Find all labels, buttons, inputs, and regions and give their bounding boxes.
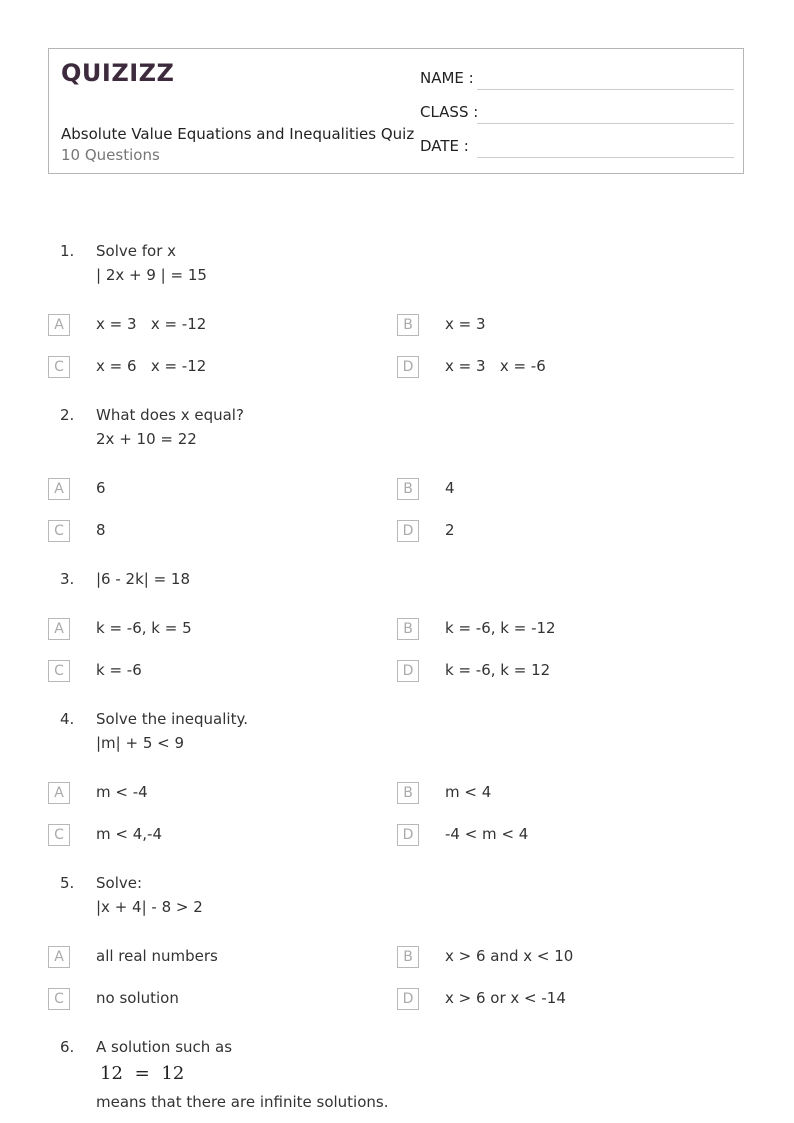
name-line (477, 89, 734, 90)
option-letter-a[interactable]: A (48, 314, 70, 336)
option-letter-b[interactable]: B (397, 314, 419, 336)
option-letter-d[interactable]: D (397, 520, 419, 542)
option-text-d[interactable]: 2 (445, 521, 455, 539)
option-letter-b[interactable]: B (397, 618, 419, 640)
option-text-b[interactable]: k = -6, k = -12 (445, 619, 556, 637)
option-letter-c[interactable]: C (48, 520, 70, 542)
question-number: 5. (60, 874, 75, 892)
option-letter-c[interactable]: C (48, 660, 70, 682)
option-letter-a[interactable]: A (48, 618, 70, 640)
question-text: Solve the inequality. (96, 710, 248, 728)
option-letter-a[interactable]: A (48, 478, 70, 500)
option-text-a[interactable]: 6 (96, 479, 106, 497)
class-line (477, 123, 734, 124)
option-text-a[interactable]: k = -6, k = 5 (96, 619, 192, 637)
option-text-c[interactable]: x = 6 x = -12 (96, 357, 207, 375)
question-number: 2. (60, 406, 75, 424)
option-letter-b[interactable]: B (397, 782, 419, 804)
option-text-a[interactable]: all real numbers (96, 947, 218, 965)
worksheet-header (48, 48, 744, 174)
quiz-title: Absolute Value Equations and Inequalities Quiz (61, 125, 415, 143)
math-equation: 12 = 12 (100, 1063, 185, 1084)
class-field[interactable] (420, 101, 734, 135)
option-text-c[interactable]: 8 (96, 521, 106, 539)
option-text-d[interactable]: x = 3 x = -6 (445, 357, 546, 375)
option-letter-d[interactable]: D (397, 356, 419, 378)
question-number: 3. (60, 570, 75, 588)
question-equation: 2x + 10 = 22 (96, 430, 197, 448)
option-text-d[interactable]: x > 6 or x < -14 (445, 989, 566, 1007)
question-equation: |6 - 2k| = 18 (96, 570, 191, 588)
question-equation: |x + 4| - 8 > 2 (96, 898, 203, 916)
question-equation: |m| + 5 < 9 (96, 734, 185, 752)
question-text: Solve: (96, 874, 143, 892)
date-label: DATE : (420, 137, 469, 155)
quizizz-logo: QUIZIZZ (61, 59, 175, 87)
option-text-c[interactable]: no solution (96, 989, 179, 1007)
option-letter-c[interactable]: C (48, 824, 70, 846)
option-letter-c[interactable]: C (48, 988, 70, 1010)
question-number: 6. (60, 1038, 75, 1056)
question-count: 10 Questions (61, 146, 160, 164)
question-number: 4. (60, 710, 75, 728)
option-text-a[interactable]: m < -4 (96, 783, 148, 801)
option-text-d[interactable]: k = -6, k = 12 (445, 661, 551, 679)
student-fields (420, 67, 734, 169)
option-text-b[interactable]: x > 6 and x < 10 (445, 947, 574, 965)
question-text: Solve for x (96, 242, 177, 260)
option-text-b[interactable]: m < 4 (445, 783, 492, 801)
option-text-c[interactable]: k = -6 (96, 661, 142, 679)
option-letter-d[interactable]: D (397, 660, 419, 682)
option-letter-d[interactable]: D (397, 824, 419, 846)
option-letter-c[interactable]: C (48, 356, 70, 378)
option-text-b[interactable]: x = 3 (445, 315, 486, 333)
option-text-c[interactable]: m < 4,-4 (96, 825, 162, 843)
option-letter-a[interactable]: A (48, 946, 70, 968)
date-line (477, 157, 734, 158)
class-label: CLASS : (420, 103, 479, 121)
question-text-continued: means that there are infinite solutions. (96, 1093, 389, 1111)
option-text-b[interactable]: 4 (445, 479, 455, 497)
option-letter-a[interactable]: A (48, 782, 70, 804)
question-number: 1. (60, 242, 75, 260)
name-field[interactable] (420, 67, 734, 101)
date-field[interactable] (420, 135, 734, 169)
option-letter-d[interactable]: D (397, 988, 419, 1010)
name-label: NAME : (420, 69, 474, 87)
question-equation: | 2x + 9 | = 15 (96, 266, 207, 284)
question-text: What does x equal? (96, 406, 244, 424)
option-letter-b[interactable]: B (397, 478, 419, 500)
option-text-d[interactable]: -4 < m < 4 (445, 825, 529, 843)
option-letter-b[interactable]: B (397, 946, 419, 968)
option-text-a[interactable]: x = 3 x = -12 (96, 315, 207, 333)
question-text: A solution such as (96, 1038, 233, 1056)
